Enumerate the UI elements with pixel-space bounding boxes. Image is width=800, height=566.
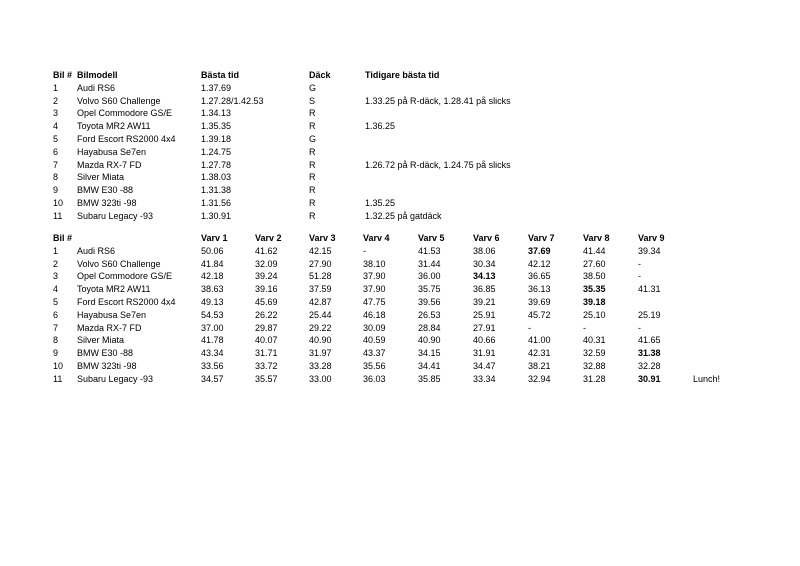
table-cell: 39.56 [418,296,441,307]
table-cell: 41.62 [255,245,278,256]
table-cell: 34.15 [418,348,441,359]
table-cell: 35.56 [363,360,386,371]
table-cell: 41.00 [528,335,551,346]
table-cell: BMW E30 -88 [77,348,134,359]
table-row [53,270,733,283]
table-cell: Volvo S60 Challenge [77,95,161,106]
table-cell: 39.21 [473,296,496,307]
table-cell: Ford Escort RS2000 4x4 [77,133,176,144]
table-cell [693,258,733,271]
table-row [53,347,733,360]
table-cell: Silver Miata [77,335,125,346]
header-tire: Däck [309,70,331,80]
table-cell: 38.63 [201,284,224,295]
table-row [53,82,565,95]
table-cell: 40.90 [309,335,332,346]
table-cell: 40.66 [473,335,496,346]
table-cell: 10 [53,360,64,371]
table-cell: 38.06 [473,245,496,256]
table-cell: 39.69 [528,296,551,307]
table-cell: 35.75 [418,284,441,295]
table-cell: 36.00 [418,271,441,282]
table-cell: 37.59 [309,284,332,295]
header-previous-best: Tidigare bästa tid [365,70,440,80]
table-cell: Mazda RX-7 FD [77,322,142,333]
table-cell: 40.31 [583,335,606,346]
table-cell: 35.35 [583,284,606,295]
table-cell: 37.90 [363,284,386,295]
table-cell: 39.18 [583,296,606,307]
table-cell: 1 [53,245,59,256]
table-cell: 6 [53,309,59,320]
table-cell: Subaru Legacy -93 [77,373,154,384]
table-cell: 2 [53,258,59,269]
table-cell: 33.34 [473,373,496,384]
table-row [53,258,733,271]
header-lap-1: Varv 1 [201,233,228,243]
header-note [693,232,733,245]
table-cell: 41.53 [418,245,441,256]
table-cell: 42.31 [528,348,551,359]
table-cell: 1.35.35 [201,121,232,132]
table-cell: 1.35.25 [365,197,396,208]
table-cell [693,334,733,347]
table-cell: 4 [53,284,59,295]
table-cell: 2 [53,95,59,106]
table-cell: 9 [53,185,59,196]
table-cell: R [309,146,316,157]
table-cell: Hayabusa Se7en [77,309,147,320]
table-cell [638,296,693,309]
table-cell [693,360,733,373]
table-row [53,245,733,258]
table-cell: 41.65 [638,335,661,346]
table-cell: G [309,133,317,144]
table-cell: Audi RS6 [77,245,116,256]
table-cell: 3 [53,271,59,282]
table-cell: - [363,245,366,256]
table-cell: 1.38.03 [201,172,232,183]
table-cell: 31.44 [418,258,441,269]
table-cell: 42.18 [201,271,224,282]
table-cell: 34.13 [473,271,496,282]
table-cell: 28.84 [418,322,441,333]
table-cell [693,322,733,335]
table-cell: 42.12 [528,258,551,269]
table-cell: 9 [53,348,59,359]
table-cell: 1.24.75 [201,146,232,157]
table-cell: 5 [53,133,59,144]
table-cell: 3 [53,108,59,119]
table-cell: 35.85 [418,373,441,384]
table-cell: 34.57 [201,373,224,384]
table-cell: 47.75 [363,296,386,307]
table-cell: 11 [53,210,63,221]
table-row [53,360,733,373]
table-cell: Subaru Legacy -93 [77,210,154,221]
table-cell: 40.90 [418,335,441,346]
table-cell: 39.24 [255,271,278,282]
table-cell: S [309,95,316,106]
table-cell: R [309,197,316,208]
table-cell: Volvo S60 Challenge [77,258,161,269]
table-cell: 10 [53,197,64,208]
table-cell [365,171,565,184]
table-cell: 25.10 [583,309,606,320]
table-cell: 41.84 [201,258,224,269]
table-cell: 1.37.69 [201,82,232,93]
table-cell: 43.37 [363,348,386,359]
table-cell: BMW E30 -88 [77,185,134,196]
table-cell: 33.56 [201,360,224,371]
table-header-row [53,232,733,245]
table-cell: 31.38 [638,348,661,359]
table-cell: 33.28 [309,360,332,371]
table-cell: R [309,172,316,183]
table-cell: 46.18 [363,309,386,320]
table-cell: 31.71 [255,348,278,359]
table-cell: 1.33.25 på R-däck, 1.28.41 på slicks [365,95,511,106]
table-cell: 1.26.72 på R-däck, 1.24.75 på slicks [365,159,511,170]
table-row [53,133,565,146]
table-row [53,159,565,172]
header-lap-2: Varv 2 [255,233,282,243]
header-car-number: Bil # [53,70,73,80]
table-row [53,334,733,347]
table-cell: 25.19 [638,309,661,320]
table-cell: 35.57 [255,373,278,384]
table-cell: 40.07 [255,335,278,346]
table-cell: BMW 323ti -98 [77,360,137,371]
table-cell: 40.59 [363,335,386,346]
table-cell: 41.78 [201,335,224,346]
lap-times-table [53,232,733,386]
table-cell [365,82,565,95]
table-cell: 5 [53,296,59,307]
table-cell: 32.28 [638,360,661,371]
table-cell: 25.91 [473,309,496,320]
table-cell: 43.34 [201,348,224,359]
table-cell: 34.41 [418,360,441,371]
table-cell: 31.28 [583,373,606,384]
table-cell: 33.00 [309,373,332,384]
table-cell: 1.36.25 [365,121,396,132]
table-cell: 11 [53,373,63,384]
table-cell: Ford Escort RS2000 4x4 [77,296,176,307]
table-cell: 4 [53,121,59,132]
table-cell: 6 [53,146,59,157]
table-cell: 45.72 [528,309,551,320]
table-cell: 7 [53,322,59,333]
table-cell: 37.90 [363,271,386,282]
table-cell: 26.53 [418,309,441,320]
header-lap-3: Varv 3 [309,233,336,243]
table-cell: 45.69 [255,296,278,307]
table-cell: 49.13 [201,296,224,307]
header-lap-9: Varv 9 [638,233,665,243]
table-cell [365,133,565,146]
table-cell: 29.22 [309,322,332,333]
table-cell [693,296,733,309]
table-cell: 34.47 [473,360,496,371]
table-cell: 32.88 [583,360,606,371]
table-cell: 32.94 [528,373,551,384]
table-row [53,373,733,386]
table-cell [693,309,733,322]
table-cell: 1 [53,82,59,93]
table-cell: 29.87 [255,322,278,333]
table-cell: 38.50 [583,271,606,282]
table-cell: 36.65 [528,271,551,282]
table-cell: R [309,108,316,119]
table-cell: R [309,185,316,196]
table-cell: 36.03 [363,373,386,384]
table-cell: R [309,210,316,221]
table-cell: 31.97 [309,348,332,359]
table-row [53,184,565,197]
table-cell: 36.13 [528,284,551,295]
table-row [53,210,565,223]
table-cell: 1.27.78 [201,159,232,170]
table-cell: 38.21 [528,360,551,371]
table-row [53,120,565,133]
table-row [53,296,733,309]
table-cell [693,347,733,360]
header-car-model [77,232,201,245]
table-cell: R [309,121,316,132]
table-cell: Silver Miata [77,172,125,183]
table-cell: R [309,159,316,170]
table-cell: 42.87 [309,296,332,307]
table-cell: 31.91 [473,348,496,359]
table-cell: 51.28 [309,271,332,282]
table-header-row [53,69,565,82]
header-car-number: Bil # [53,233,73,243]
table-cell: 39.16 [255,284,278,295]
table-cell: Toyota MR2 AW11 [77,121,151,132]
table-cell [365,146,565,159]
table-cell: 54.53 [201,309,224,320]
table-cell [693,283,733,296]
table-cell: 41.31 [638,284,661,295]
table-cell: 37.69 [528,245,551,256]
table-row [53,95,565,108]
header-lap-5: Varv 5 [418,233,445,243]
table-cell: 50.06 [201,245,224,256]
table-cell: 37.00 [201,322,224,333]
table-cell: 1.31.38 [201,185,232,196]
table-cell: 27.60 [583,258,606,269]
table-cell: 7 [53,159,59,170]
table-cell: 26.22 [255,309,278,320]
table-row [53,283,733,296]
table-cell: Lunch! [693,373,721,384]
table-cell: 25.44 [309,309,332,320]
best-times-table [53,69,565,223]
table-cell: 1.34.13 [201,108,232,119]
table-cell: Opel Commodore GS/E [77,108,173,119]
table-cell: 30.09 [363,322,386,333]
table-cell [693,245,733,258]
table-cell: 41.44 [583,245,606,256]
table-row [53,197,565,210]
table-cell: Mazda RX-7 FD [77,159,142,170]
table-cell: 42.15 [309,245,332,256]
table-cell: 1.30.91 [201,210,232,221]
header-lap-6: Varv 6 [473,233,500,243]
table-cell: 27.90 [309,258,332,269]
table-cell: 32.59 [583,348,606,359]
header-lap-7: Varv 7 [528,233,555,243]
table-cell: Hayabusa Se7en [77,146,147,157]
table-cell: 38.10 [363,258,386,269]
table-row [53,171,565,184]
table-cell: 8 [53,335,59,346]
table-cell [365,107,565,120]
table-cell: Toyota MR2 AW11 [77,284,151,295]
table-cell: G [309,82,317,93]
table-row [53,107,565,120]
table-cell: 39.34 [638,245,661,256]
table-cell: 36.85 [473,284,496,295]
table-cell: 8 [53,172,59,183]
table-cell [365,184,565,197]
header-car-model: Bilmodell [77,70,118,80]
header-best-time: Bästa tid [201,70,240,80]
table-cell: 1.39.18 [201,133,232,144]
table-cell: - [528,322,531,333]
table-cell: 1.31.56 [201,197,232,208]
table-cell: - [583,322,586,333]
table-cell: BMW 323ti -98 [77,197,137,208]
table-row [53,146,565,159]
table-cell: 30.91 [638,373,661,384]
table-cell: 27.91 [473,322,496,333]
table-cell: - [638,322,641,333]
table-cell: 33.72 [255,360,278,371]
table-cell: 1.32.25 på gatdäck [365,210,442,221]
table-row [53,322,733,335]
table-cell: Audi RS6 [77,82,116,93]
table-cell: 1.27.28/1.42.53 [201,95,264,106]
table-cell: - [638,258,641,269]
table-cell: Opel Commodore GS/E [77,271,173,282]
table-cell: 32.09 [255,258,278,269]
table-cell: 30.34 [473,258,496,269]
table-cell: - [638,271,641,282]
table-cell [693,270,733,283]
table-row [53,309,733,322]
header-lap-4: Varv 4 [363,233,390,243]
header-lap-8: Varv 8 [583,233,610,243]
